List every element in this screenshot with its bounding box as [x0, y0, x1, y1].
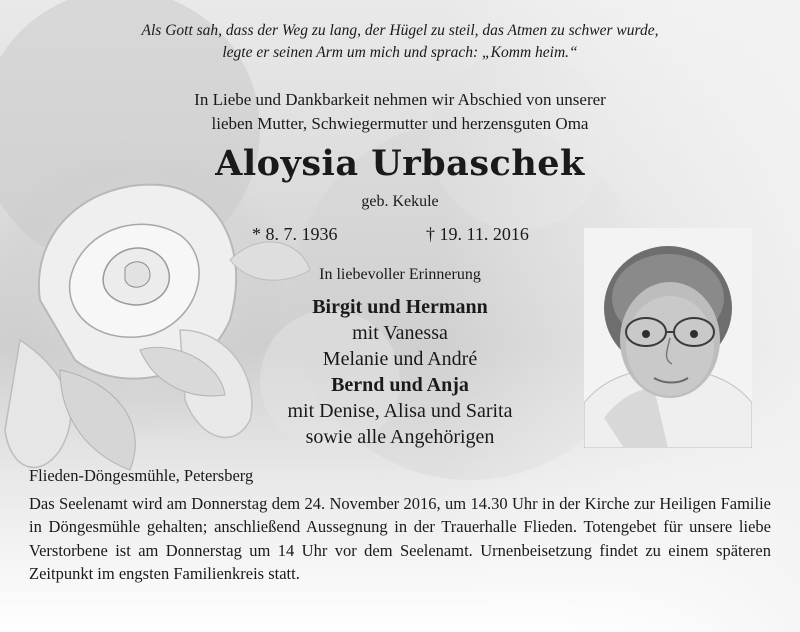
deceased-name: Aloysia Urbaschek	[215, 143, 585, 184]
place-line: Flieden-Döngesmühle, Petersberg	[29, 466, 254, 485]
family-member: mit Denise, Alisa und Sarita	[287, 400, 513, 422]
poem-quote	[0, 20, 800, 64]
family-member: Melanie und André	[322, 348, 478, 370]
funeral-notice-text: Das Seelenamt wird am Donnerstag dem 24. November 2016, um 14.30 Uhr in der Kirche zur Heiligen Familie in Döngesmühle gehalten; anschließend Aussegnung in der Trauerhalle Flieden. Totengebet für unsere liebe Verstorbene ist am Donnerstag um 14 Uhr vor dem Seelenamt. Urnenbeisetzung findet zu einem späteren Zeitpunkt im engsten Familienkreis statt.	[29, 494, 771, 584]
intro-line-2: lieben Mutter, Schwiegermutter und herzensguten Oma	[211, 114, 589, 133]
family-member: Bernd und Anja	[331, 374, 469, 396]
family-member: Birgit und Hermann	[312, 296, 488, 318]
death-date: † 19. 11. 2016	[426, 224, 529, 244]
intro-line-1: In Liebe und Dankbarkeit nehmen wir Abschied von unserer	[194, 90, 606, 109]
poem-line-2: legte er seinen Arm um mich und sprach: „Komm heim.“	[222, 44, 578, 61]
memory-line: In liebevoller Erinnerung	[319, 266, 481, 283]
birth-date: * 8. 7. 1936	[252, 224, 338, 244]
maiden-name: geb. Kekule	[361, 193, 439, 210]
intro-text	[0, 88, 800, 136]
poem-line-1: Als Gott sah, dass der Weg zu lang, der Hügel zu steil, das Atmen zu schwer wurde,	[141, 22, 659, 39]
family-member: mit Vanessa	[352, 322, 448, 344]
portrait-photo	[584, 228, 752, 448]
family-member: sowie alle Angehörigen	[305, 426, 495, 448]
